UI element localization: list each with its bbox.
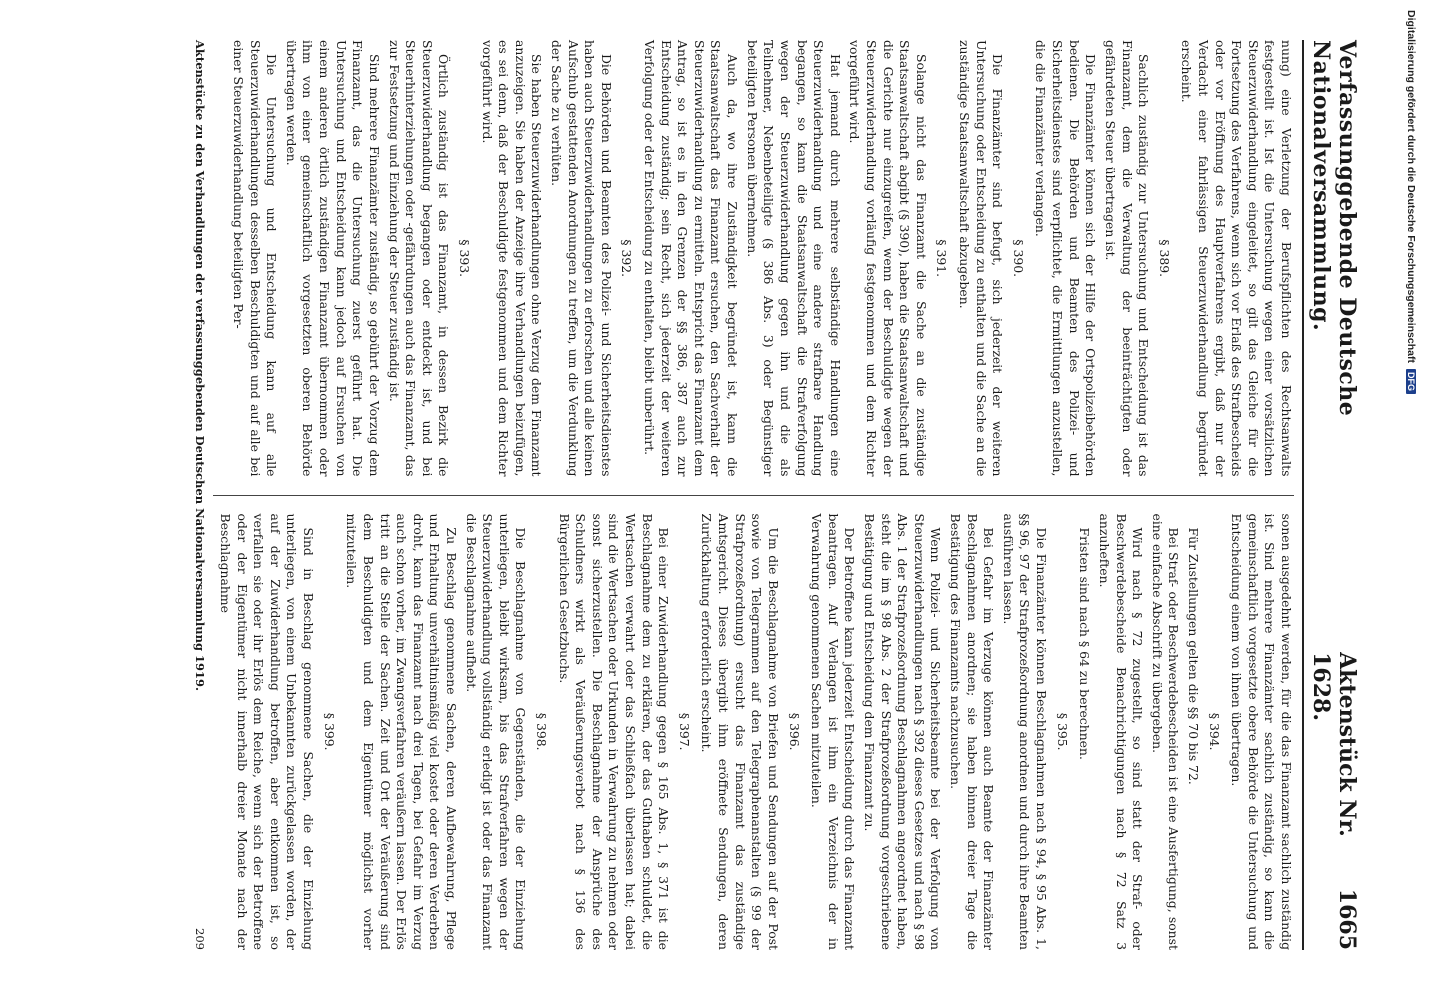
- paragraph: Solange nicht das Finanzamt die Sache an die zuständige Staatsanwaltschaft abgibt (§ 390), haben die Staatsanwaltschaft und die Gerichte nur einzugreifen, wenn der Beschuldigte wegen der Steuerzuwiderhandlung vorläufig festgenommen und dem Richter vorgeführt wird.: [847, 40, 929, 477]
- rotated-scan: [40, 10, 1380, 980]
- footer-signature: 209: [193, 928, 208, 950]
- paragraph: Sind in Beschlag genommene Sachen, die der Einziehung unterliegen, von einem Unbekannten zurückgelassen worden, der auf der Zuwiderhandlung betroffen, aber entkommen ist, so verfallen sie oder ihr Erlös dem Reiche, wenn sich der Betroffene oder der Eigentümer nicht innerhalb dreier Monate nach der Beschlagnahme: [218, 513, 317, 950]
- section-heading: § 393.: [456, 239, 472, 278]
- section-heading: § 391.: [934, 239, 950, 278]
- section-heading: § 396.: [786, 712, 802, 751]
- paragraph: Hat jemand durch mehrere selbständige Handlungen eine Steuerzuwiderhandlung und eine andere strafbare Handlung begangen, so kann die Staatsanwaltschaft die Strafverfolgung wegen der Steuerzuwiderhandlung gegen ihn und die als Teilnehmer, Nebenbeteiligte (§ 386 Abs. 3) oder Begünstiger beteiligten Personen übernehmen.: [744, 40, 843, 477]
- section-heading: § 399.: [321, 712, 337, 751]
- paragraph: Sind mehrere Finanzämter zuständig, so gebührt der Vorzug dem Finanzamt, das die Untersuchung zuerst geführt hat. Die Untersuchung und Entscheidung kann jedoch auf Ersuchen von einem anderen örtlich zuständigen Finanzamt übernommen oder ihm von einer gemeinschaftlich vorgesetzten oberen Behörde übertragen werden.: [283, 40, 382, 477]
- paragraph: nung) eine Verletzung der Berufspflichten des Rechtsanwalts festgestellt ist. Ist die Untersuchung wegen einer vorsätzlichen Steuerzuwiderhandlung eingeleitet, so gilt das Gleiche für die Fortsetzung des Verfahrens, wenn sich vor Erlaß des Strafbescheids oder vor Eröffnung des Hauptverfahrens ergibt, daß nur der Verdacht einer fahrlässigen Steuerzuwiderhandlung begründet erscheint.: [1179, 40, 1294, 477]
- paragraph: Sie haben Steuerzuwiderhandlungen ohne Verzug dem Finanzamt anzuzeigen. Sie haben der Anzeige ihre Verhandlungen beizufügen, es sei denn, daß der Beschuldigte festgenommen und dem Richter vorgeführt wird.: [479, 40, 545, 477]
- section-heading: § 389.: [1156, 239, 1172, 278]
- paragraph: Örtlich zuständig ist das Finanzamt, in dessen Bezirk die Steuerzuwiderhandlung begangen oder entdeckt ist, und bei Steuerhinterziehungen oder -gefährdungen auch das Finanzamt, das zur Festsetzung und Einziehung der Steuer zuständig ist.: [386, 40, 452, 477]
- paragraph: Bei Gefahr im Verzuge können auch Beamte der Finanzämter Beschlagnahmen anordnen; sie haben binnen dreier Tage die Bestätigung des Finanzamts nachzusuchen.: [948, 513, 997, 950]
- paragraph: Die Behörden und Beamten des Polizei- und Sicherheitsdienstes haben auch Steuerzuwiderhandlungen zu erforschen und alle keinen Aufschub gestattenden Anordnungen zu treffen, um die Verdunklung der Sache zu verhüten.: [549, 40, 614, 477]
- dfg-logo: DFG: [1406, 369, 1416, 394]
- paragraph: sonen ausgedehnt werden, für die das Finanzamt sachlich zuständig ist. Sind mehrere Finanzämter sachlich zuständig, so kann die gemeinschaftlich vorgesetzte obere Behörde die Untersuchung und Entscheidung einem von ihnen übertragen.: [1229, 513, 1294, 950]
- paragraph: Zu Beschlag genommene Sachen, deren Aufbewahrung, Pflege und Erhaltung unverhältnismäßig viel kostet oder deren Verderben droht, kann das Finanzamt nach drei Tagen, bei Gefahr im Verzug auch schon vorher, im Zwangsverfahren veräußern lassen. Der Erlös tritt an die Stelle der Sachen. Zeit und Ort der Veräußerung sind dem Beschuldigten und dem Eigentümer möglichst vorher mitzuteilen.: [344, 513, 459, 950]
- page-footer: [193, 40, 207, 950]
- column-divider: [213, 495, 1294, 496]
- footer-source: Aktenstücke zu den Verhandlungen der verfassunggebenden Deutschen Nationalversammlung 1919.: [193, 40, 208, 692]
- column-left: [213, 40, 1294, 477]
- paragraph: Der Betroffene kann jederzeit Entscheidung durch das Finanzamt beantragen. Auf Verlangen ist ihm ein Verzeichnis der in Verwahrung genommenen Sachen mitzuteilen.: [809, 513, 858, 950]
- paragraph: Die Finanzämter können Beschlagnahmen nach § 94, § 95 Abs. 1, §§ 96, 97 der Strafprozeßordnung anordnen und durch ihre Beamten ausführen lassen.: [1000, 513, 1050, 950]
- header-item-number: Aktenstück Nr. 1628.: [1308, 652, 1360, 837]
- paragraph: Die Finanzämter können sich der Hilfe der Ortspolizeibehörden bedienen. Die Behörden und Beamten des Polizei- und Sicherheitsdienstes sind verpflichtet, die Ermittlungen anzustellen, die die Finanzämter verlangen.: [1033, 40, 1099, 477]
- paragraph: Sachlich zuständig zur Untersuchung und Entscheidung ist das Finanzamt, dem die Verwaltung der beeinträchtigten oder gefährdeten Steuer übertragen ist.: [1102, 40, 1152, 477]
- section-heading: § 392.: [619, 239, 635, 278]
- paragraph: Fristen sind nach § 64 zu berechnen.: [1077, 527, 1093, 760]
- paragraph: Die Finanzämter sind befugt, sich jederzeit der weiteren Untersuchung oder Entscheidung zu enthalten und die Sache an die zuständige Staatsanwaltschaft abzugeben.: [957, 40, 1006, 477]
- column-right: [213, 514, 1294, 951]
- section-heading: § 394.: [1206, 712, 1222, 751]
- text-columns: [213, 40, 1294, 950]
- section-heading: § 390.: [1010, 239, 1026, 278]
- page-header: [1302, 40, 1360, 950]
- paragraph: Wenn Polizei- und Sicherheitsbeamte bei der Verfolgung von Steuerzuwiderhandlungen nach § 392 dieses Gesetzes und nach § 98 Abs. 1 der Strafprozeßordnung Beschlagnahmen angeordnet haben, steht die im § 98 Abs. 2 der Strafprozeßordnung vorgeschriebene Bestätigung und Entscheidung dem Finanzamt zu.: [861, 513, 944, 950]
- paragraph: Auch da, wo ihre Zuständigkeit begründet ist, kann die Staatsanwaltschaft das Finanzamt ersuchen, den Sachverhalt der Steuerzuwiderhandlung zu ermitteln. Entspricht das Finanzamt dem Antrag, so ist es in den Grenzen der §§ 386, 387 auch zur Entscheidung zuständig; sein Recht, sich jederzeit der weiteren Verfolgung oder der Entscheidung zu enthalten, bleibt unberührt.: [642, 40, 741, 477]
- paragraph: Bei einer Zuwiderhandlung gegen § 165 Abs. 1, § 371 ist die Beschlagnahme dem zu erklären, der das Guthaben schuldet, die Wertsachen verwahrt oder das Schließfach überlassen hat; dabei sind die Wertsachen oder Urkunden in Verwahrung zu nehmen oder sonst sicherzustellen. Die Beschlagnahme der Ansprüche des Schuldners wirkt als Veräußerungsverbot nach § 136 des Bürgerlichen Gesetzbuchs.: [556, 513, 672, 950]
- paragraph: Bei Straf- oder Beschwerdebescheiden ist eine Ausfertigung, sonst eine einfache Abschrift zu übergeben.: [1149, 513, 1182, 950]
- paragraph: Wird nach § 72 zugestellt, so sind statt der Straf- oder Beschwerdebescheide Benachrichtigungen nach § 72 Satz 3 anzuheften.: [1096, 513, 1146, 950]
- section-heading: § 395.: [1054, 712, 1070, 751]
- paragraph: Um die Beschlagnahme von Briefen und Sendungen auf der Post sowie von Telegrammen auf den Telegraphenanstalten (§ 99 der Strafprozeßordnung) ersucht das Finanzamt das zuständige Amtsgericht. Dieses übergibt ihm eröffnete Sendungen, deren Zurückhaltung erforderlich erscheint.: [699, 513, 781, 950]
- paragraph: Die Untersuchung und Entscheidung kann auf alle Steuerzuwiderhandlungen desselben Beschuldigten und auf alle bei einer Steuerzuwiderhandlung beteiligten Per-: [231, 40, 280, 477]
- paragraph: Die Beschlagnahme von Gegenständen, die der Einziehung unterliegen, bleibt wirksam, bis das Strafverfahren wegen der Steuerzuwiderhandlung vollständig erledigt ist oder das Finanzamt die Beschlagnahme aufhebt.: [463, 513, 529, 950]
- section-heading: § 397.: [676, 712, 692, 751]
- credit-text: Digitalisierung gefördert durch die Deutsche Forschungsgemeinschaft: [1405, 10, 1417, 363]
- paragraph: Für Zustellungen gelten die §§ 70 bis 72.: [1185, 527, 1201, 785]
- page-number: 1665: [1334, 888, 1360, 950]
- section-heading: § 398.: [534, 712, 550, 751]
- header-title: Verfassunggebende Deutsche Nationalversammlung.: [1308, 40, 1360, 417]
- digitization-credit: [1404, 10, 1418, 990]
